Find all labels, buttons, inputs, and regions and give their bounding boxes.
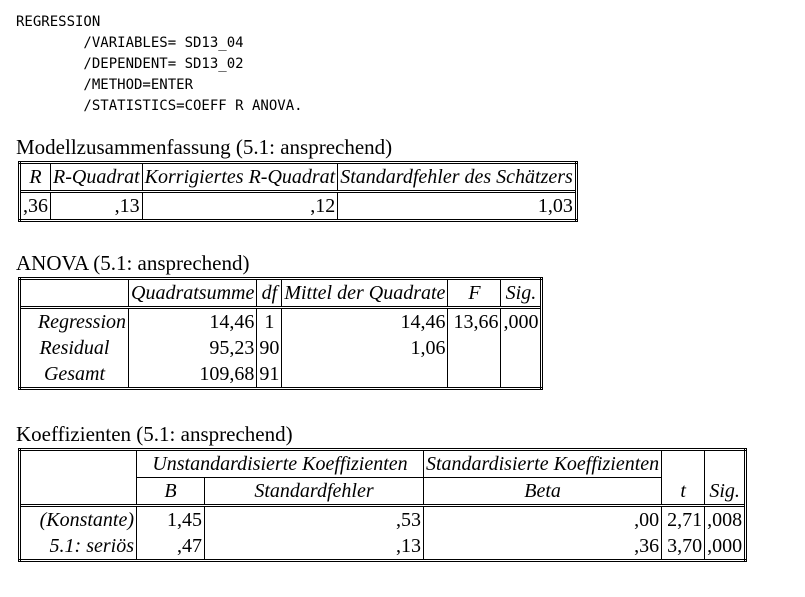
coefficients-title: Koeffizienten (5.1: ansprechend) (16, 422, 293, 446)
table-header-cell: Korrigiertes R-Quadrat (142, 163, 338, 192)
table-header-group: Standardisierte Koeffizienten (424, 450, 662, 478)
table-cell: 2,71 (662, 506, 705, 534)
table-header-cell (20, 450, 137, 506)
table-header-cell: Standardfehler (205, 478, 424, 506)
table-header-cell: t (662, 450, 705, 506)
table-cell: ,47 (137, 533, 205, 561)
model-summary-table (18, 161, 578, 222)
table-cell (501, 361, 542, 389)
anova-title: ANOVA (5.1: ansprechend) (16, 251, 250, 275)
table-cell: 91 (257, 361, 282, 389)
table-header-cell (20, 279, 129, 308)
table-cell (448, 361, 501, 389)
table-cell (448, 335, 501, 361)
table-cell: ,000 (705, 533, 746, 561)
table-row (20, 506, 746, 534)
model-summary-title: Modellzusammenfassung (5.1: ansprechend) (16, 135, 393, 159)
table-header-row (20, 450, 746, 478)
table-row (20, 533, 746, 561)
coefficients-table (18, 448, 747, 562)
table-cell: 3,70 (662, 533, 705, 561)
table-header-cell: Standardfehler des Schätzers (338, 163, 577, 192)
table-row-label: Regression (20, 308, 129, 336)
syntax-line: /STATISTICS=COEFF R ANOVA. (16, 98, 303, 114)
table-cell: ,36 (424, 533, 662, 561)
table-cell: 14,46 (282, 308, 448, 336)
table-cell: 13,66 (448, 308, 501, 336)
anova-table (18, 277, 543, 390)
table-header-cell: Beta (424, 478, 662, 506)
table-cell: ,000 (501, 308, 542, 336)
table-header-cell: F (448, 279, 501, 308)
table-header-cell: Sig. (501, 279, 542, 308)
table-cell: ,008 (705, 506, 746, 534)
table-cell: ,13 (205, 533, 424, 561)
table-cell (501, 335, 542, 361)
table-cell: 1,03 (338, 192, 577, 221)
table-cell: ,12 (142, 192, 338, 221)
table-row-label: 5.1: seriös (20, 533, 137, 561)
table-cell: 1,45 (137, 506, 205, 534)
table-header-cell: R (20, 163, 51, 192)
syntax-line: /DEPENDENT= SD13_02 (16, 56, 244, 72)
table-row (20, 361, 542, 389)
table-header-cell: B (137, 478, 205, 506)
table-header-cell: Mittel der Quadrate (282, 279, 448, 308)
regression-syntax (16, 12, 303, 117)
table-header-cell: df (257, 279, 282, 308)
table-row-label: Gesamt (20, 361, 129, 389)
table-header-cell: R-Quadrat (51, 163, 143, 192)
table-cell: ,13 (51, 192, 143, 221)
syntax-line: /METHOD=ENTER (16, 77, 194, 93)
table-header-cell: Sig. (705, 450, 746, 506)
table-row (20, 335, 542, 361)
table-cell (282, 361, 448, 389)
table-cell: 95,23 (129, 335, 257, 361)
table-row-label: (Konstante) (20, 506, 137, 534)
table-cell: 14,46 (129, 308, 257, 336)
table-cell: 1,06 (282, 335, 448, 361)
table-cell: ,00 (424, 506, 662, 534)
table-header-row (20, 163, 577, 192)
table-header-row (20, 279, 542, 308)
syntax-line: /VARIABLES= SD13_04 (16, 35, 244, 51)
table-cell: 109,68 (129, 361, 257, 389)
table-header-group: Unstandardisierte Koeffizienten (137, 450, 424, 478)
syntax-line: REGRESSION (16, 14, 101, 30)
table-cell: ,53 (205, 506, 424, 534)
table-cell: ,36 (20, 192, 51, 221)
table-cell: 1 (257, 308, 282, 336)
table-header-cell: Quadratsumme (129, 279, 257, 308)
table-cell: 90 (257, 335, 282, 361)
table-row (20, 192, 577, 221)
table-row-label: Residual (20, 335, 129, 361)
table-row (20, 308, 542, 336)
